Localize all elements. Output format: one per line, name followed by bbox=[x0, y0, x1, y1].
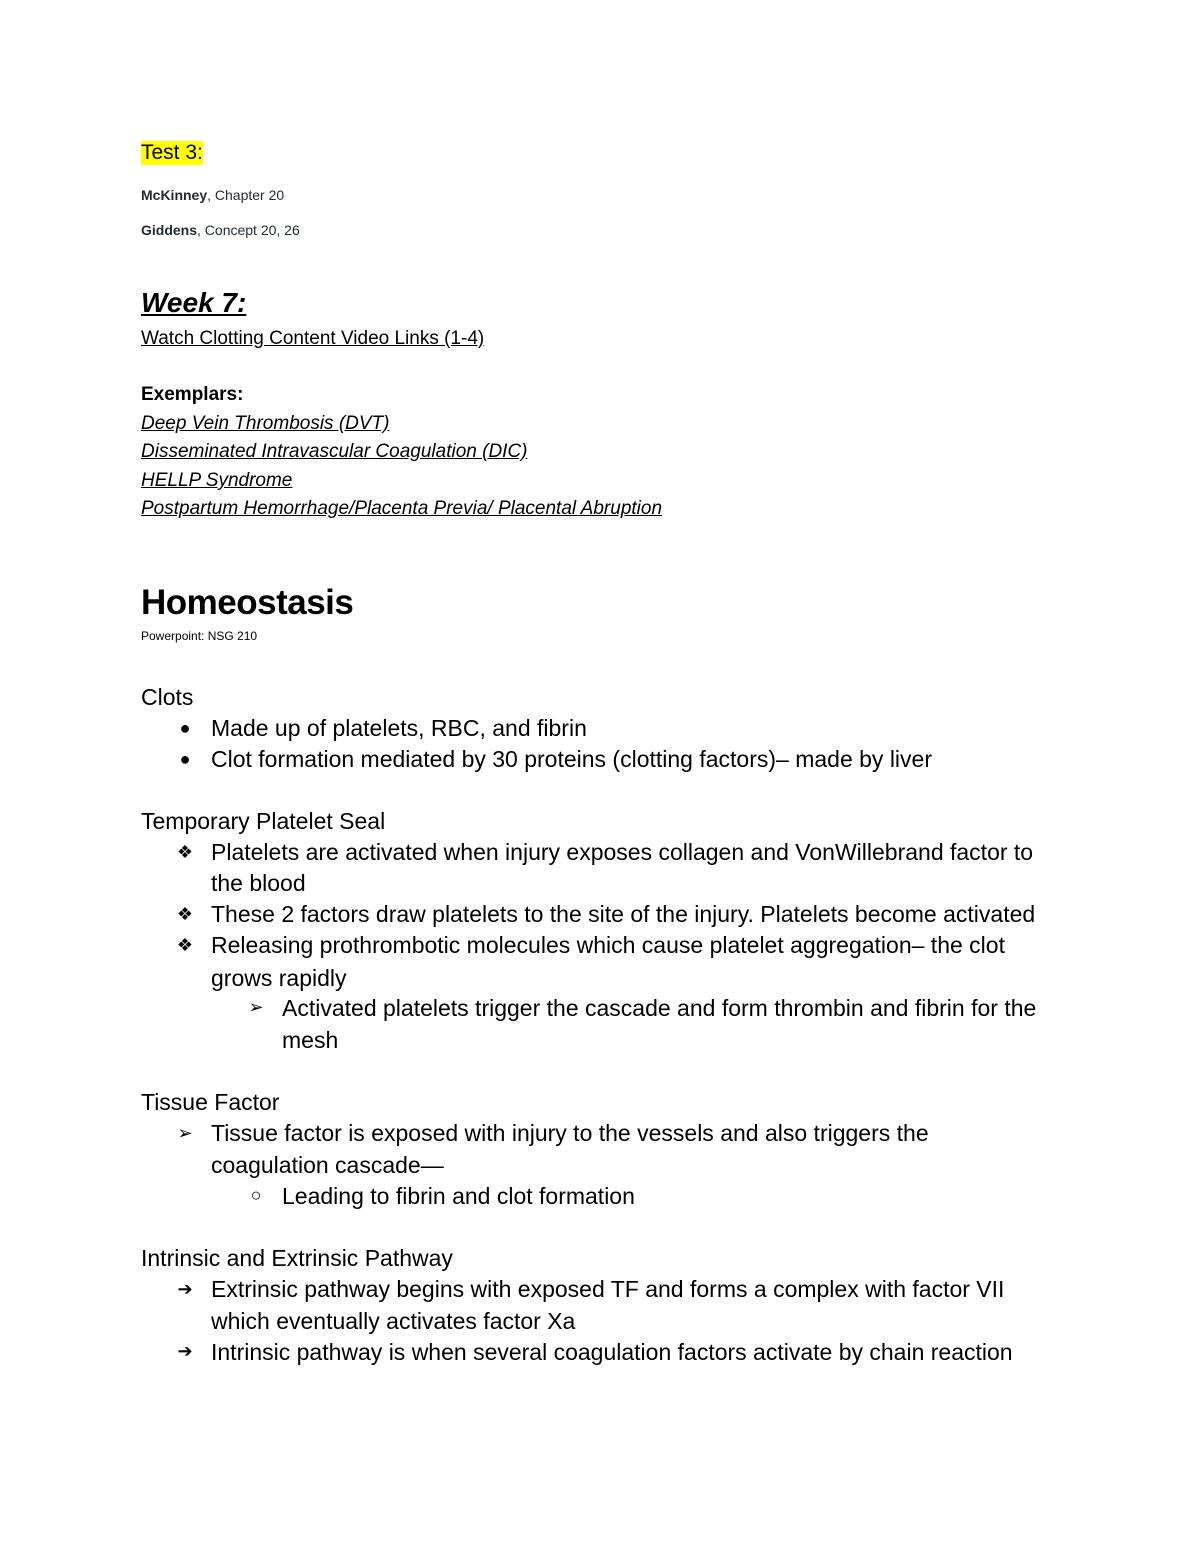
list-item: Releasing prothrombotic molecules which cause platelet aggregation– the clot bbox=[211, 932, 1005, 958]
exemplar-link-hellp[interactable]: HELLP Syndrome bbox=[141, 470, 293, 491]
pathway-heading: Intrinsic and Extrinsic Pathway bbox=[141, 1245, 453, 1271]
arrowhead-bullet-icon: ➢ bbox=[177, 1123, 193, 1143]
exemplar-link-dvt[interactable]: Deep Vein Thrombosis (DVT) bbox=[141, 413, 390, 434]
video-links-link[interactable]: Watch Clotting Content Video Links (1-4) bbox=[141, 328, 485, 349]
clots-heading: Clots bbox=[141, 684, 194, 710]
list-item: Platelets are activated when injury exposes collagen and VonWillebrand factor to bbox=[211, 839, 1034, 865]
platelet-seal-heading: Temporary Platelet Seal bbox=[141, 808, 386, 834]
exemplars-label: Exemplars: bbox=[141, 384, 244, 405]
list-item: These 2 factors draw platelets to the site of the injury. Platelets become activated bbox=[211, 901, 1036, 927]
disc-bullet-icon: ● bbox=[179, 749, 191, 769]
reading-giddens: Giddens, Concept 20, 26 bbox=[141, 222, 300, 238]
disc-bullet-icon: ● bbox=[179, 718, 191, 738]
list-item-continuation: coagulation cascade— bbox=[211, 1152, 444, 1178]
list-item: Extrinsic pathway begins with exposed TF and forms a complex with factor VII bbox=[211, 1276, 1005, 1302]
list-item-continuation: grows rapidly bbox=[211, 965, 347, 991]
list-item-continuation: which eventually activates factor Xa bbox=[211, 1308, 576, 1334]
test-label: Test 3: bbox=[141, 141, 203, 164]
list-item: Intrinsic pathway is when several coagulation factors activate by chain reaction bbox=[211, 1339, 1013, 1365]
homeostasis-title: Homeostasis bbox=[141, 583, 354, 622]
diamond-bullet-icon: ❖ bbox=[176, 935, 194, 955]
list-item-continuation: the blood bbox=[211, 870, 306, 896]
exemplar-link-pph[interactable]: Postpartum Hemorrhage/Placenta Previa/ Placental Abruption bbox=[141, 498, 663, 519]
circle-bullet-icon: ○ bbox=[250, 1185, 262, 1205]
reading-mckinney: McKinney, Chapter 20 bbox=[141, 187, 285, 203]
arrow-bullet-icon: ➔ bbox=[177, 1341, 193, 1361]
list-item: Clot formation mediated by 30 proteins (clotting factors)– made by liver bbox=[211, 746, 932, 772]
list-item: Tissue factor is exposed with injury to the vessels and also triggers the bbox=[211, 1120, 929, 1146]
diamond-bullet-icon: ❖ bbox=[176, 904, 194, 924]
exemplar-link-dic[interactable]: Disseminated Intravascular Coagulation (DIC) bbox=[141, 441, 528, 462]
sub-list-item-continuation: mesh bbox=[282, 1027, 339, 1053]
list-item: Made up of platelets, RBC, and fibrin bbox=[211, 715, 587, 741]
sub-list-item: Leading to fibrin and clot formation bbox=[282, 1183, 635, 1209]
tissue-factor-heading: Tissue Factor bbox=[141, 1089, 280, 1115]
arrow-bullet-icon: ➔ bbox=[177, 1279, 193, 1299]
powerpoint-source: Powerpoint: NSG 210 bbox=[141, 629, 258, 643]
sub-list-item: Activated platelets trigger the cascade and form thrombin and fibrin for the bbox=[282, 995, 1037, 1021]
diamond-bullet-icon: ❖ bbox=[176, 842, 194, 862]
arrowhead-bullet-icon: ➢ bbox=[248, 997, 264, 1017]
week-title: Week 7: bbox=[141, 287, 247, 318]
